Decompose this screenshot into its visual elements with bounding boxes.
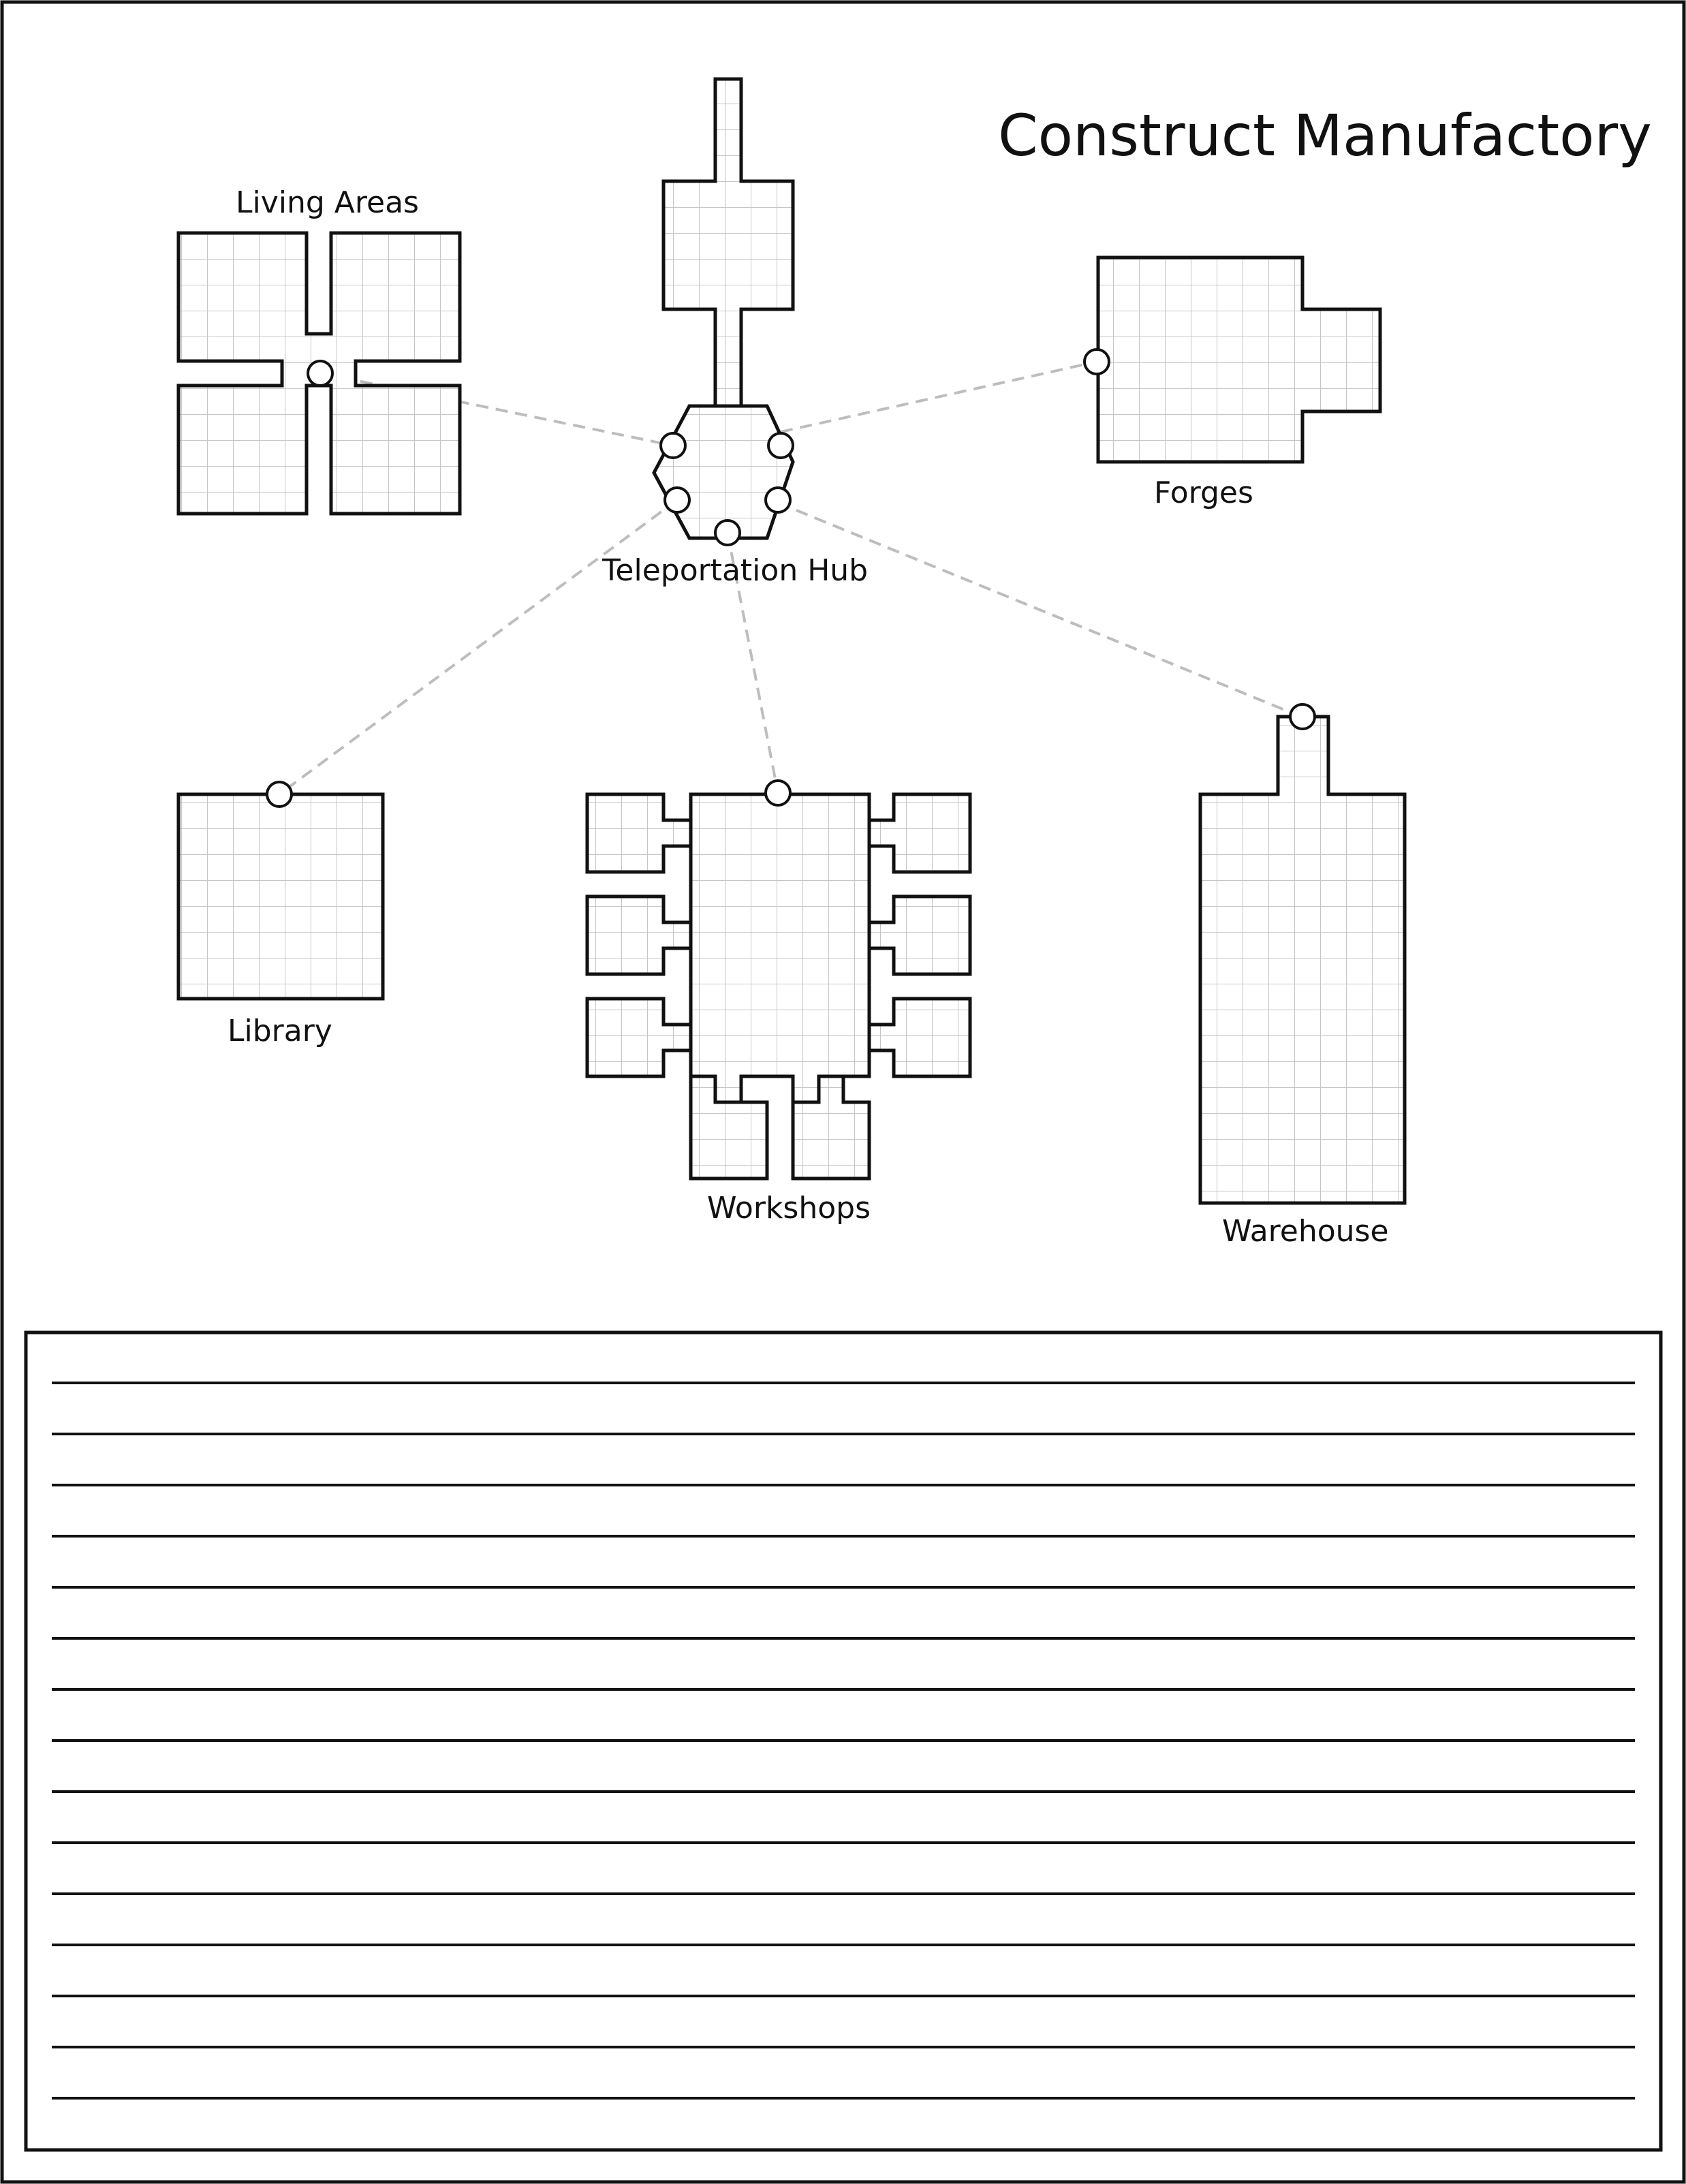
hub-portal-w[interactable] (665, 488, 689, 512)
warehouse (1200, 704, 1405, 1203)
hub-portal-s[interactable] (715, 520, 740, 545)
library (178, 782, 383, 999)
living-areas (178, 233, 460, 514)
living-areas-label: Living Areas (236, 185, 419, 220)
hub-portal-e[interactable] (766, 488, 790, 512)
library-portal[interactable] (267, 782, 292, 807)
workshop-cell-3 (587, 999, 691, 1076)
link-warehouse (778, 503, 1301, 717)
library-room (178, 794, 383, 999)
teleportation-hub-label: Teleportation Hub (602, 553, 869, 588)
workshops (587, 781, 970, 1179)
warehouse-portal[interactable] (1290, 704, 1315, 729)
hub-room (654, 406, 793, 538)
warehouse-label: Warehouse (1222, 1214, 1389, 1249)
workshops-portal[interactable] (766, 781, 790, 805)
living-areas-portal[interactable] (308, 361, 332, 386)
workshop-cell-2 (587, 896, 691, 974)
notes-panel (26, 1332, 1661, 2150)
warehouse-room (1200, 717, 1405, 1203)
workshop-cell-6 (869, 999, 970, 1076)
workshops-label: Workshops (707, 1191, 871, 1226)
hub-portal-nw[interactable] (661, 433, 685, 458)
forges-label: Forges (1154, 475, 1253, 510)
hub-portal-ne[interactable] (768, 433, 793, 458)
forges-portal[interactable] (1084, 349, 1109, 374)
note-lines (52, 1383, 1635, 2098)
link-forges (781, 362, 1097, 432)
forges-room (1098, 258, 1380, 462)
map-title: Construct Manufactory (998, 102, 1652, 169)
tower-room (664, 79, 793, 409)
workshop-cell-4 (869, 794, 970, 872)
link-library (279, 500, 677, 794)
forges (1084, 258, 1380, 462)
library-label: Library (228, 1014, 332, 1048)
teleportation-hub (654, 79, 793, 545)
workshop-cell-1 (587, 794, 691, 872)
workshop-cell-5 (869, 896, 970, 974)
workshops-main-room (691, 794, 869, 1102)
